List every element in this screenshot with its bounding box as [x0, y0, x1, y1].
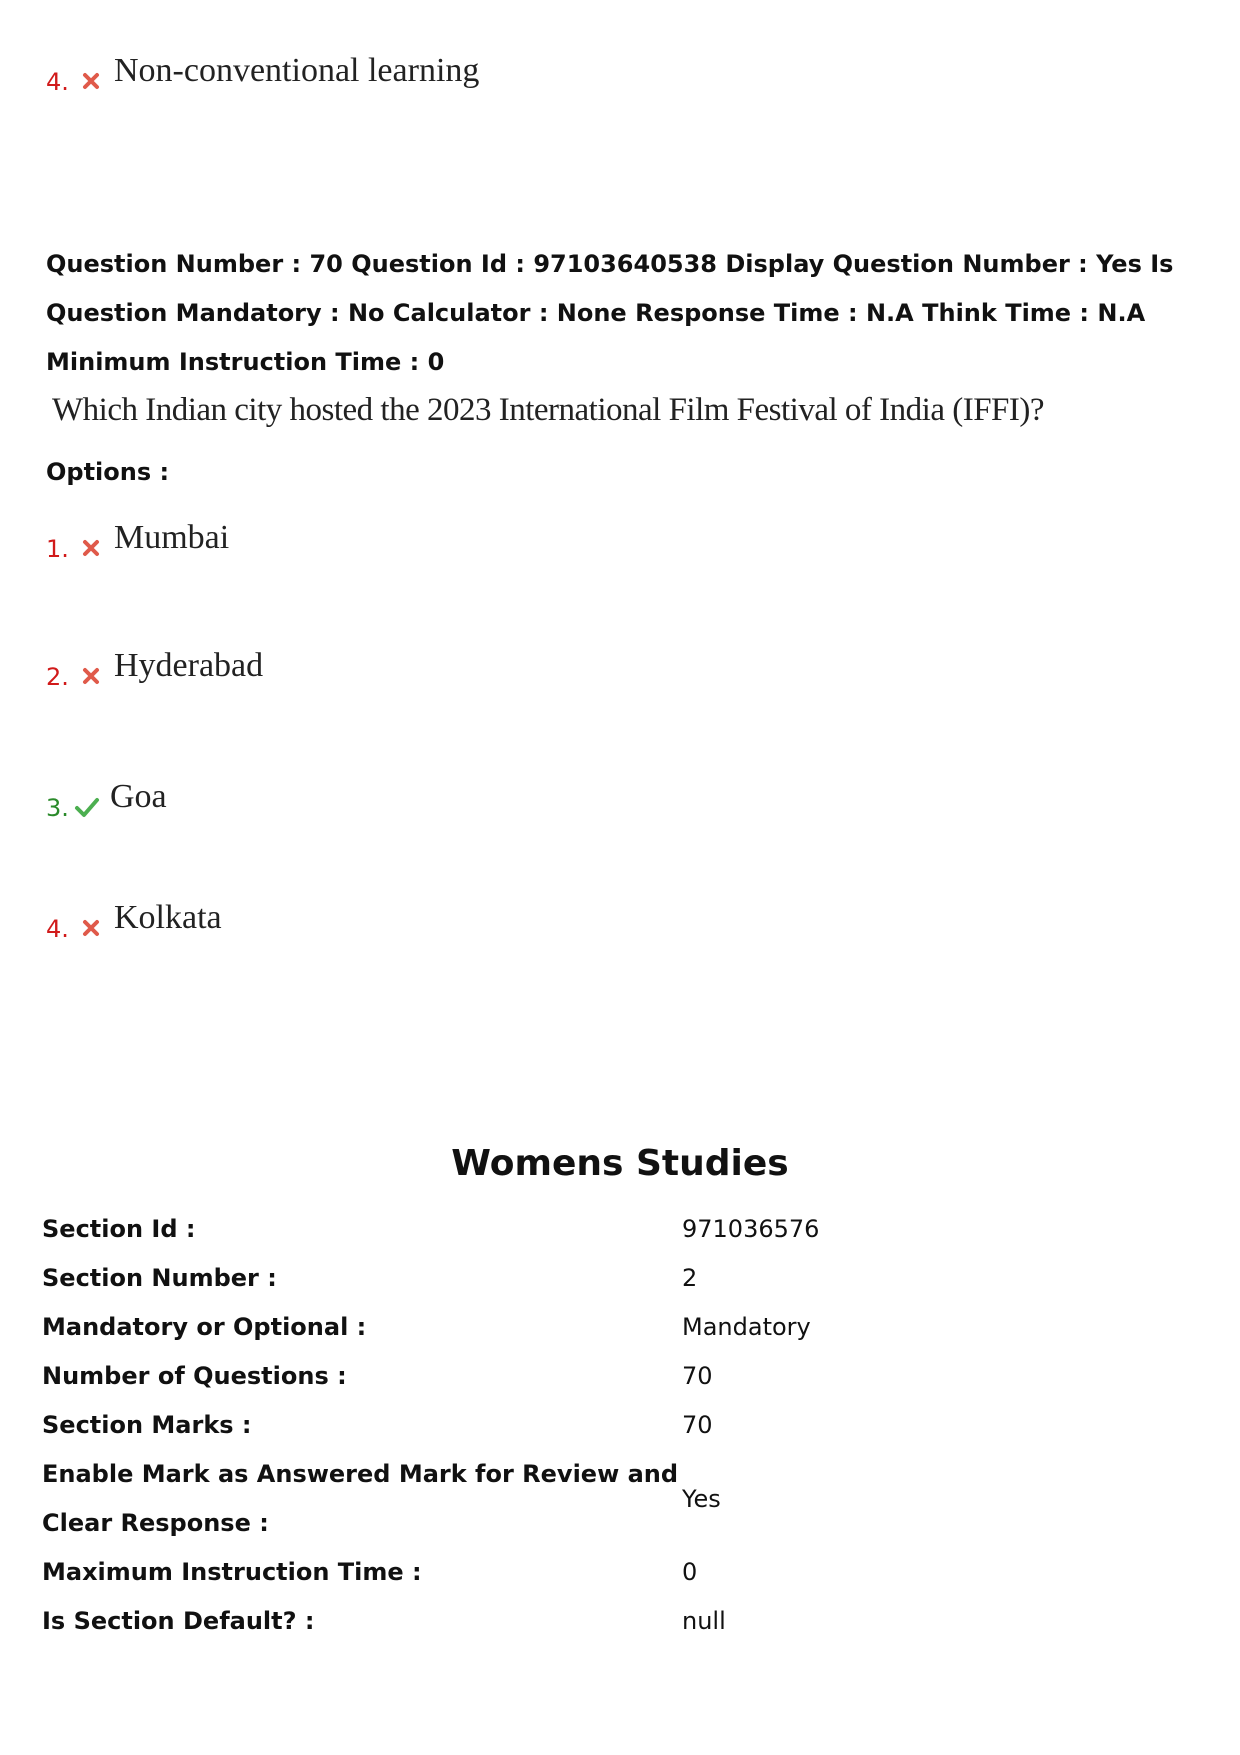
- section-value: 70: [682, 1411, 713, 1439]
- section-info-table: [42, 1205, 1202, 1646]
- option-number: 3.: [46, 794, 69, 822]
- section-value: Mandatory: [682, 1313, 811, 1341]
- section-title: Womens Studies: [451, 1143, 789, 1184]
- option-text: Mumbai: [114, 519, 230, 556]
- section-label: Maximum Instruction Time :: [42, 1558, 422, 1586]
- section-label: Mandatory or Optional :: [42, 1313, 367, 1341]
- section-label: Section Id :: [42, 1215, 196, 1243]
- section-value: 2: [682, 1264, 698, 1292]
- prev-option-4: [46, 52, 480, 96]
- section-value: 70: [682, 1362, 713, 1390]
- section-value: 971036576: [682, 1215, 820, 1243]
- section-row-default: [42, 1597, 1202, 1646]
- section-row-number: [42, 1254, 1202, 1303]
- option-1: [46, 519, 230, 563]
- option-4: [46, 899, 222, 943]
- cross-icon: [78, 535, 104, 561]
- check-icon: [74, 794, 100, 820]
- section-label: Section Number :: [42, 1264, 277, 1292]
- section-row-id: [42, 1205, 1202, 1254]
- option-number: 2.: [46, 663, 69, 691]
- section-row-instruction-time: [42, 1548, 1202, 1597]
- cross-icon: [78, 663, 104, 689]
- section-row-questions: [42, 1352, 1202, 1401]
- section-value: Yes: [682, 1484, 721, 1513]
- option-number: 4.: [46, 915, 69, 943]
- cross-icon: [78, 915, 104, 941]
- section-value: null: [682, 1607, 726, 1635]
- option-number: 4.: [46, 68, 69, 96]
- option-text: Non-conventional learning: [114, 52, 480, 89]
- section-row-mandatory: [42, 1303, 1202, 1352]
- option-text: Kolkata: [114, 899, 222, 936]
- option-3: [46, 778, 167, 822]
- options-label: Options :: [46, 458, 170, 486]
- section-label: Section Marks :: [42, 1411, 252, 1439]
- option-number: 1.: [46, 535, 69, 563]
- option-text: Goa: [110, 778, 167, 815]
- section-value: 0: [682, 1558, 698, 1586]
- cross-icon: [78, 68, 104, 94]
- section-label: Number of Questions :: [42, 1362, 347, 1390]
- question-meta: Question Number : 70 Question Id : 97103640538 Display Question Number : Yes Is Question Mandatory : No Calculator : None Response Time : N.A Think Time : N.A Minimum Instruction Time : 0: [46, 250, 1174, 376]
- option-text: Hyderabad: [114, 647, 264, 684]
- section-label: Is Section Default? :: [42, 1607, 315, 1635]
- section-row-marks: [42, 1401, 1202, 1450]
- question-text: Which Indian city hosted the 2023 International Film Festival of India (IFFI)?: [52, 392, 1045, 428]
- section-row-enable-mark: [42, 1450, 1202, 1548]
- option-2: [46, 647, 264, 691]
- section-label: Enable Mark as Answered Mark for Review and Clear Response :: [42, 1460, 679, 1537]
